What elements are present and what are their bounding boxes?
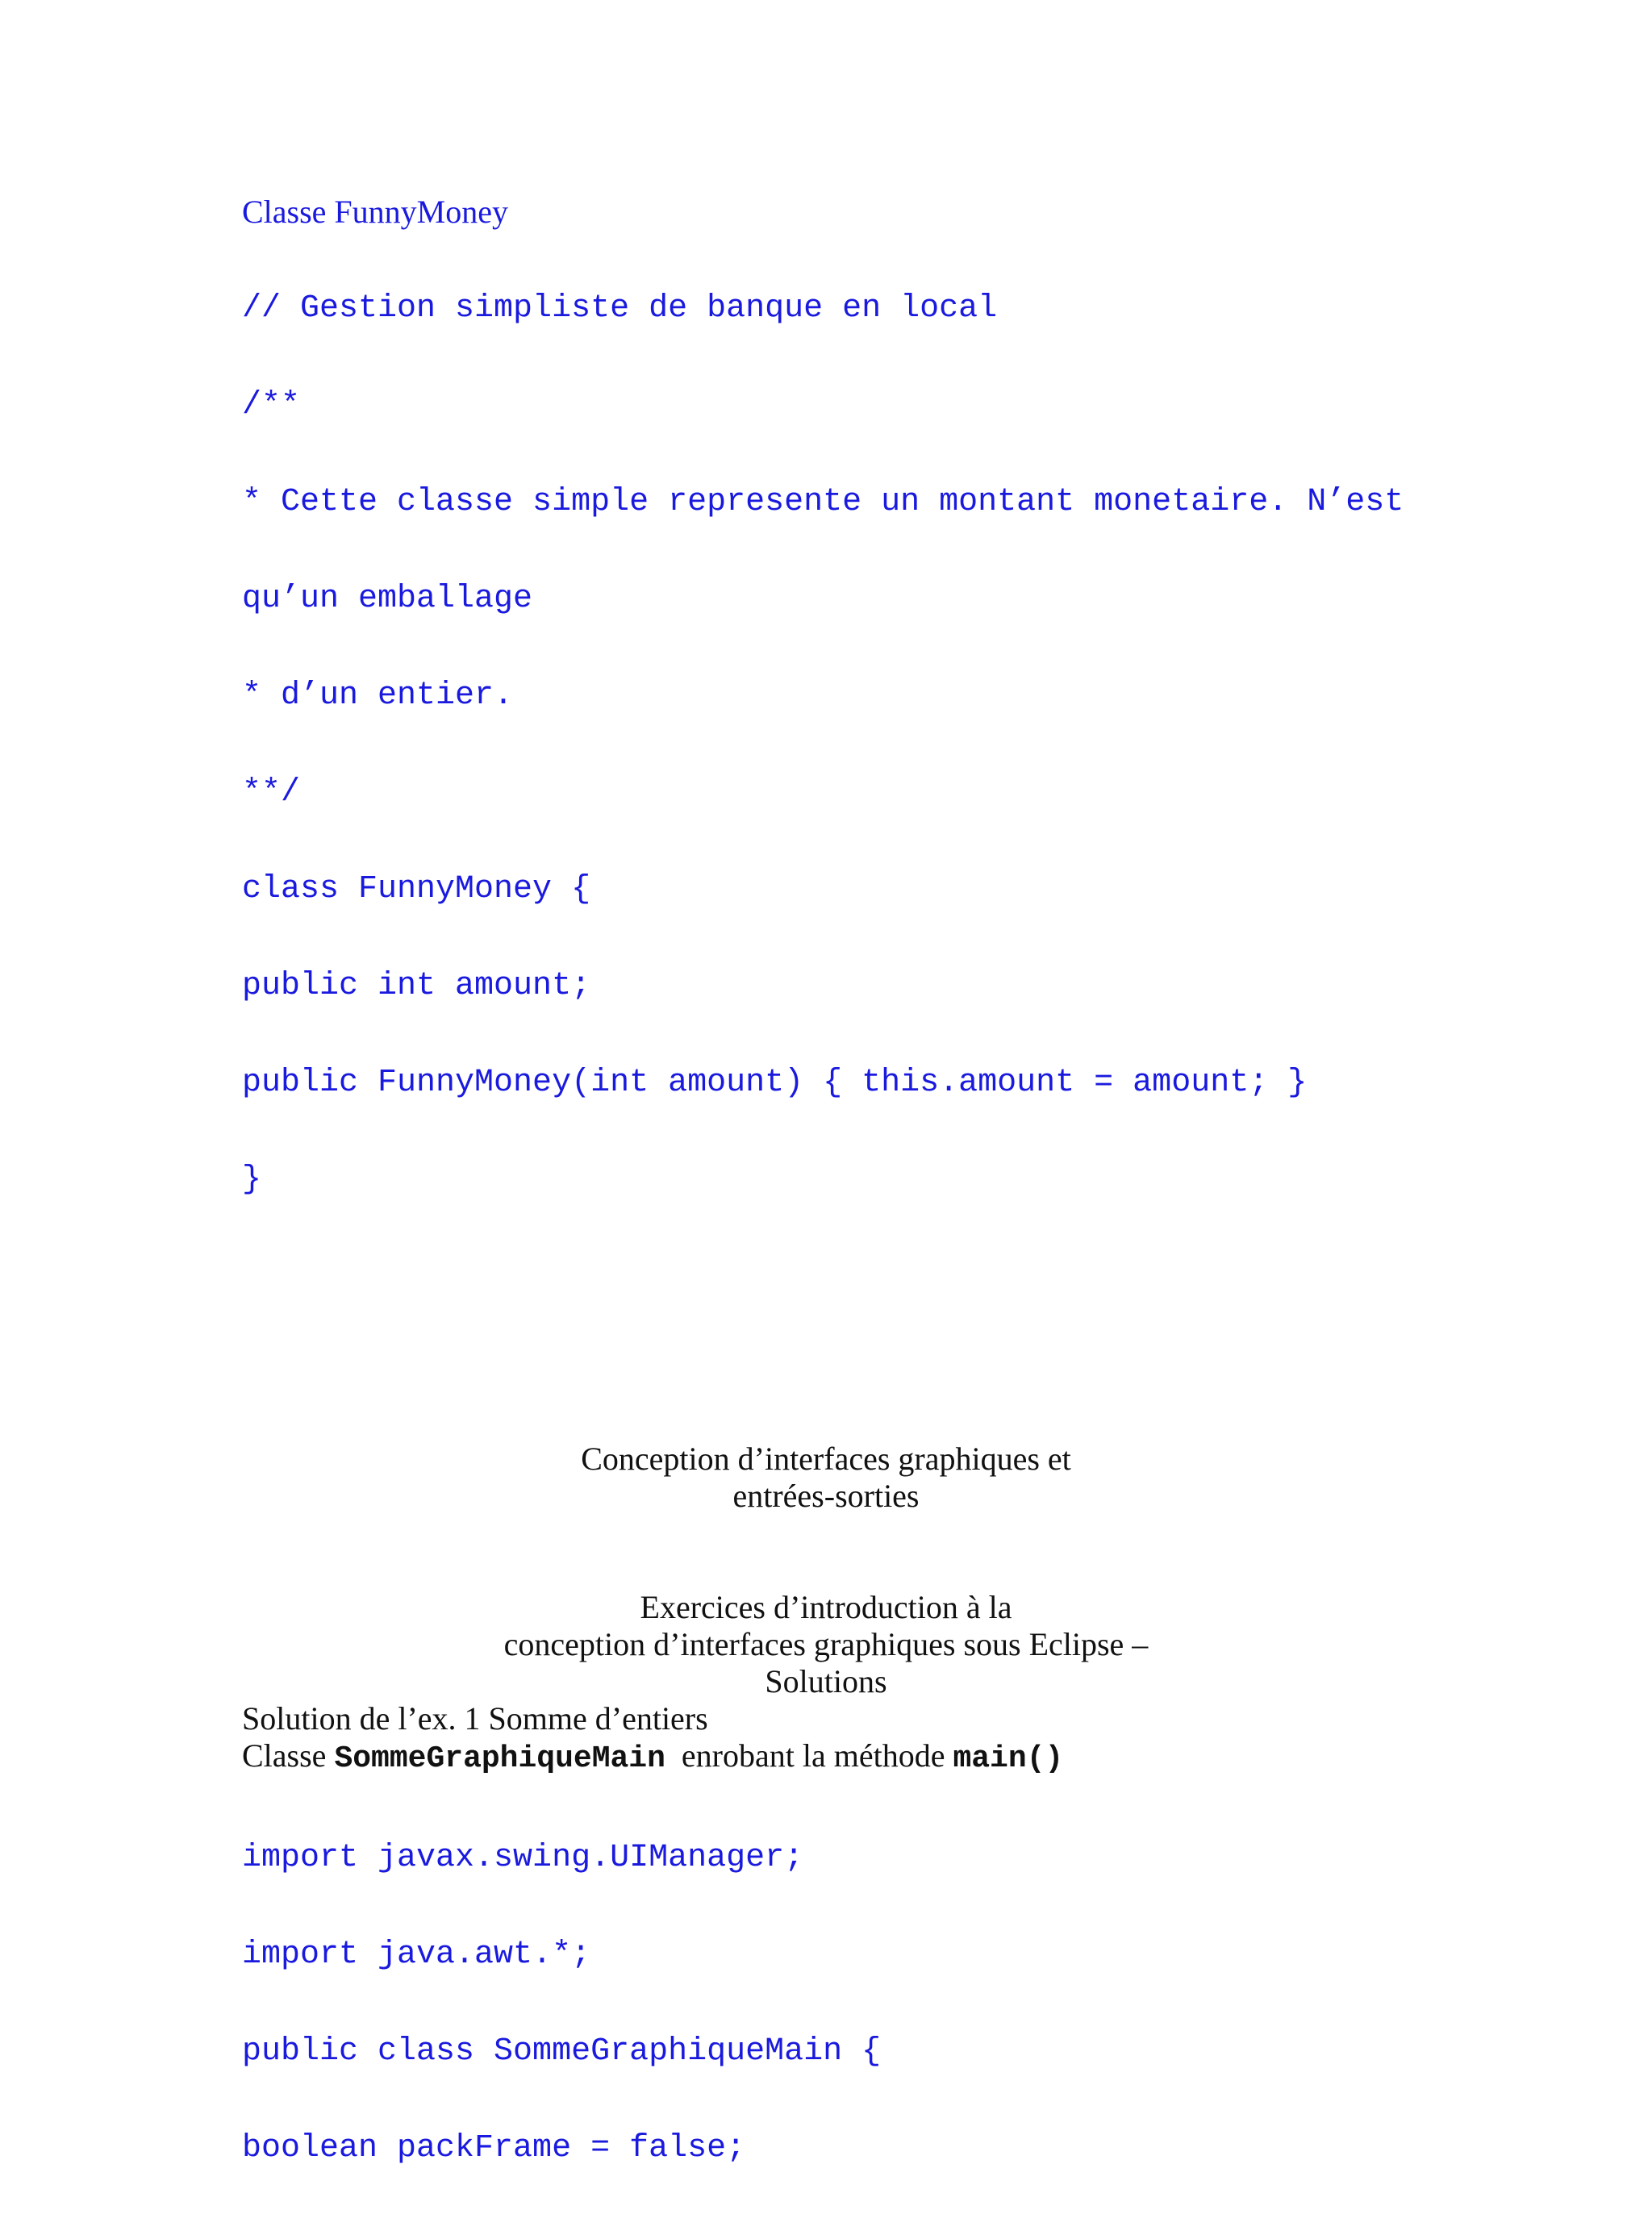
funnymoney-section [242,196,1492,1261]
class-name: SommeGraphiqueMain [334,1741,665,1776]
code-line: import java.awt.*; [242,1937,591,1973]
code-line: * d’un entier. [242,678,514,714]
subtitle-line-2: conception d’interfaces graphiques sous Eclipse – [503,1626,1149,1662]
code-line: **/ [242,774,301,811]
solution-section [242,1700,1492,2229]
code-line: } [242,1161,262,1198]
code-line: class FunnyMoney { [242,871,591,907]
sommegraphique-code-block [242,1778,1492,2229]
title-line-1: Conception d’interfaces graphiques et [581,1441,1071,1477]
solution-title: Solution de l’ex. 1 Somme d’entiers [242,1700,708,1737]
code-line: /** [242,387,301,423]
funnymoney-heading: Classe FunnyMoney [242,194,508,230]
class-prefix: Classe [242,1737,335,1774]
subtitle-line-3: Solutions [765,1663,887,1699]
code-line: qu’un emballage [242,581,533,617]
funnymoney-code-block [242,228,1492,1261]
code-line: public FunnyMoney(int amount) { this.amount = amount; } [242,1065,1308,1101]
code-line: // Gestion simpliste de banque en local [242,290,998,327]
code-line: import javax.swing.UIManager; [242,1840,804,1876]
class-description [242,1737,1492,1778]
method-name: main() [953,1741,1064,1776]
document-title [0,1441,1652,1515]
subtitle-line-1: Exercices d’introduction à la [640,1589,1012,1625]
document-subtitle [0,1589,1652,1700]
code-line: * Cette classe simple represente un montant monetaire. N’est [242,484,1404,520]
code-line: boolean packFrame = false; [242,2130,746,2166]
code-line: public class SommeGraphiqueMain { [242,2033,882,2070]
code-line: public int amount; [242,968,591,1004]
class-middle: enrobant la méthode [665,1737,953,1774]
title-line-2: entrées-sorties [732,1478,920,1514]
